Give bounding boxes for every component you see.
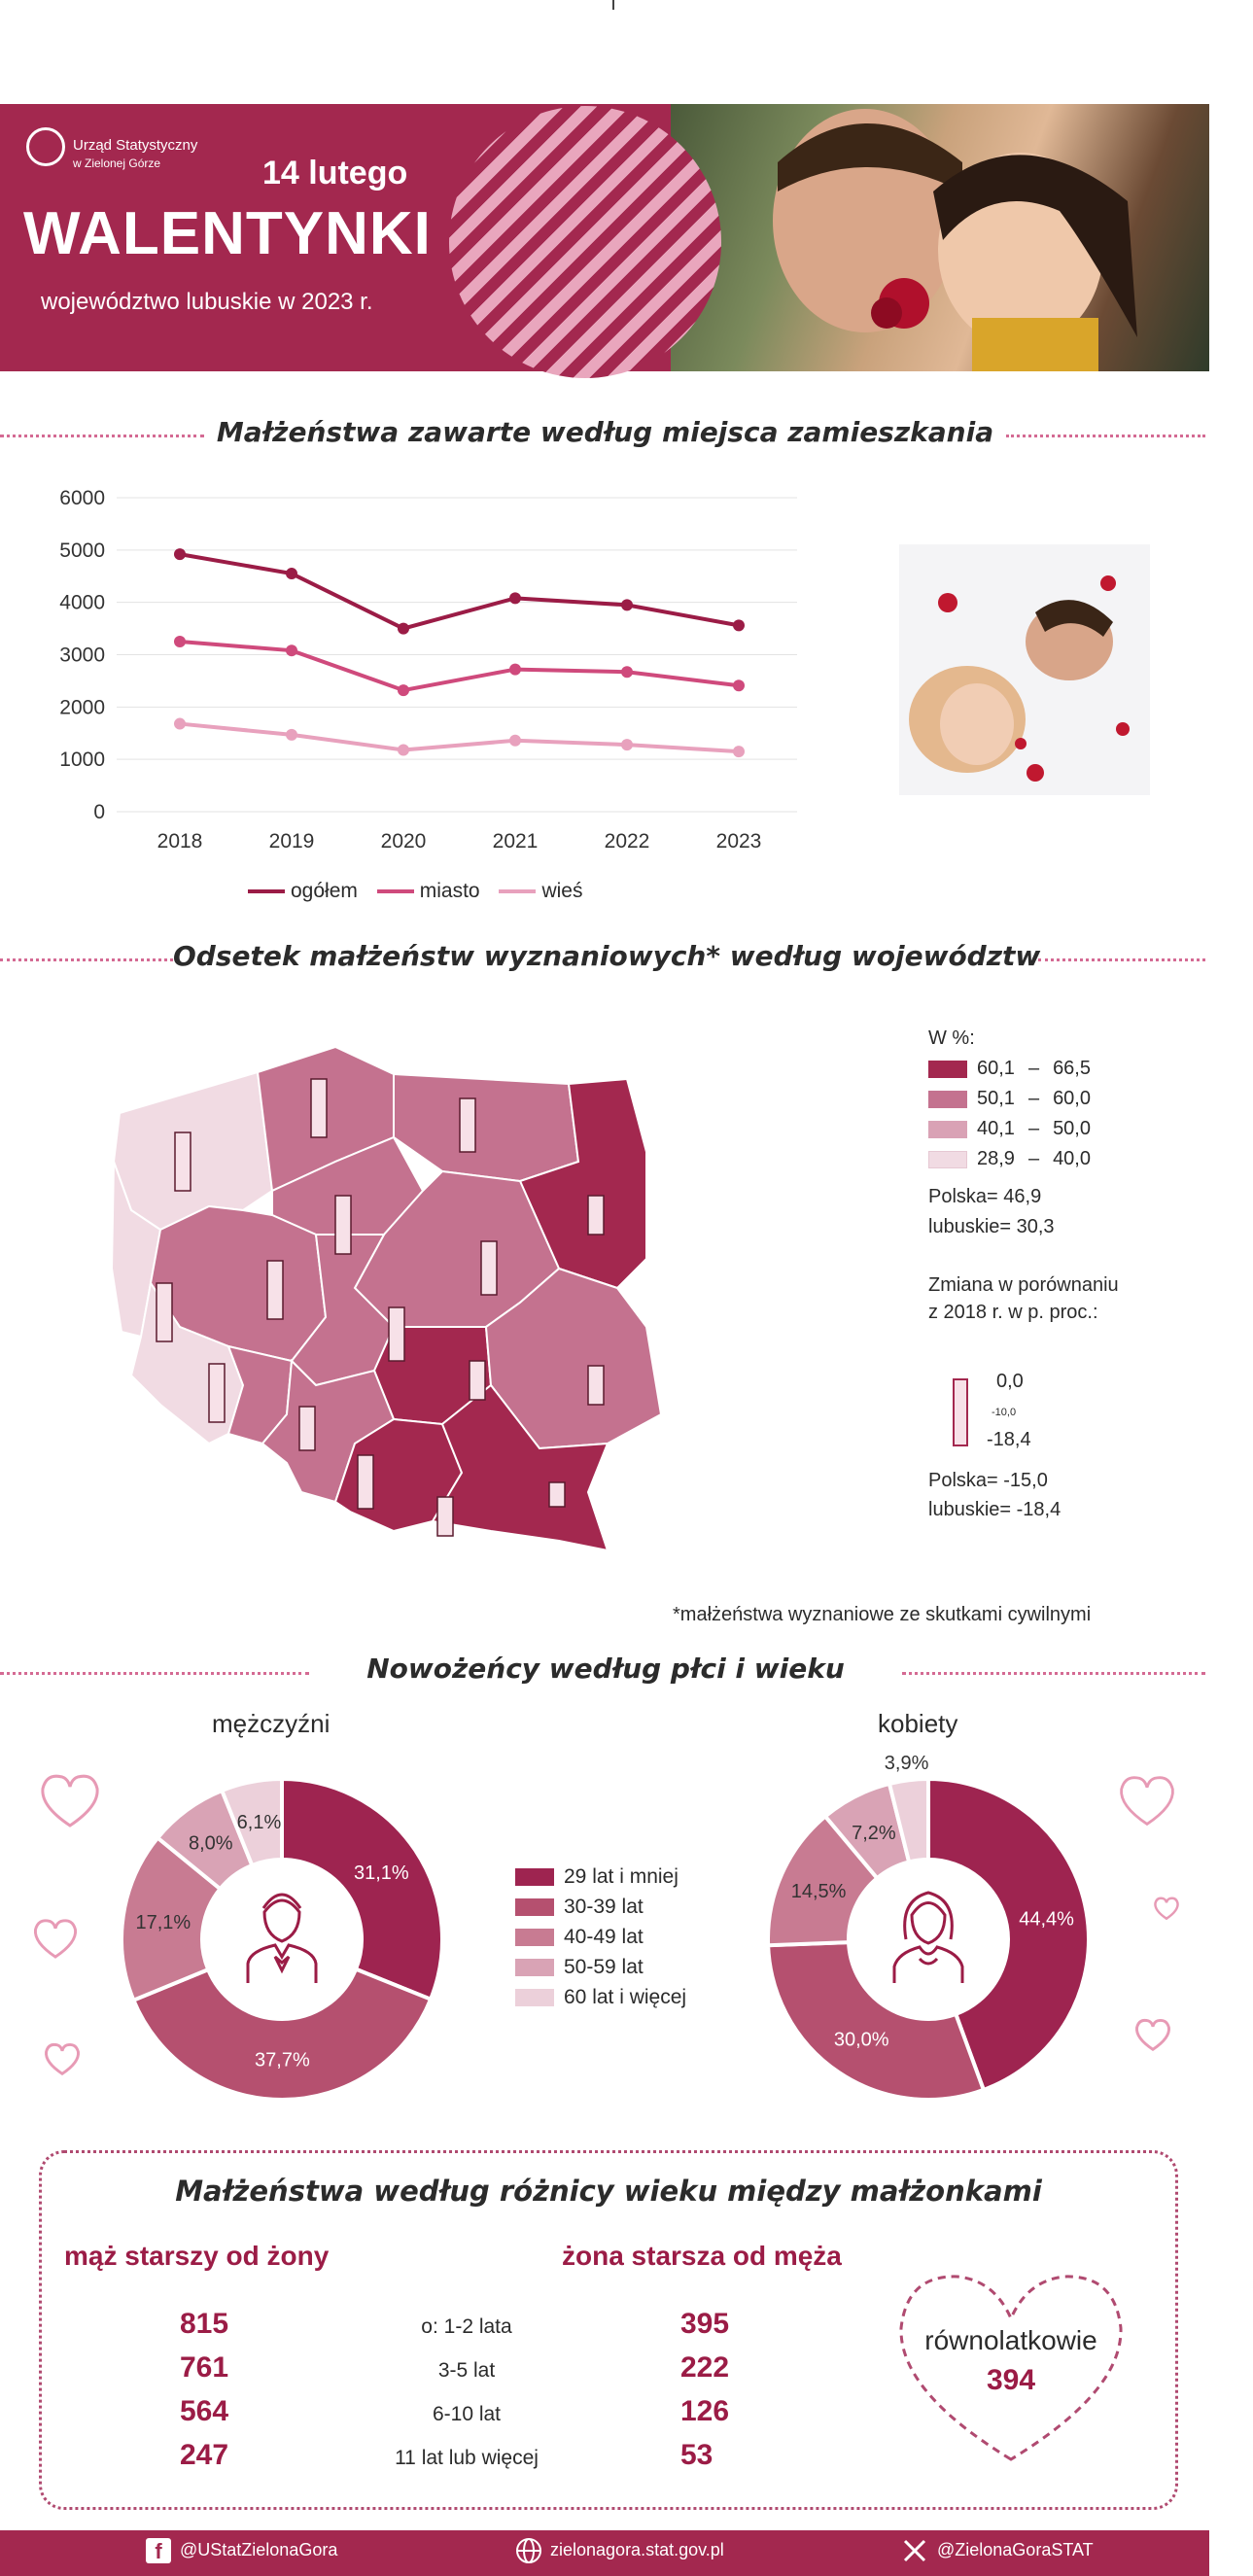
bar-kujawsko-pomorskie: [335, 1196, 351, 1254]
man-icon: [238, 1881, 326, 1988]
donut-label: 3,9%: [884, 1752, 929, 1774]
bar-podlaskie: [588, 1196, 604, 1235]
logo-icon: [26, 127, 65, 166]
y-tick-label: 1000: [59, 748, 105, 772]
wife-value: 53: [680, 2439, 714, 2471]
data-point: [398, 684, 409, 696]
bar-opolskie: [299, 1407, 315, 1450]
couple-illustration: [671, 104, 1209, 371]
legend-ogolem: ogółem: [248, 880, 358, 902]
lubuskie-share: lubuskie= 30,3: [928, 1216, 1055, 1237]
change-scale-bar: [953, 1378, 968, 1446]
same-age-value: 394: [986, 2364, 1036, 2396]
bar-slaskie: [358, 1455, 373, 1509]
y-tick-label: 4000: [59, 591, 105, 614]
agediff-table: [146, 2308, 826, 2483]
agediff-row-4: [146, 2439, 826, 2483]
legend-miasto: miasto: [377, 880, 480, 902]
data-point: [286, 644, 297, 656]
bar-malopolskie: [437, 1497, 453, 1536]
divider-left-2: [0, 958, 173, 961]
data-point: [621, 666, 633, 678]
donut-slice: [133, 1969, 431, 2100]
data-point: [286, 568, 297, 579]
bar-swietokrzyskie: [470, 1361, 485, 1400]
region-zachodniopomorskie: [114, 1072, 272, 1230]
bar-zachodniopomorskie: [175, 1132, 191, 1191]
scale-bottom: -18,4: [987, 1429, 1031, 1450]
diff-label: 3-5 lat: [437, 2359, 496, 2382]
series-line-miasto: [180, 642, 739, 690]
data-point: [621, 599, 633, 610]
y-tick-label: 3000: [59, 644, 105, 667]
heart-icon-3: [43, 2041, 82, 2076]
heart-icon-6: [1133, 2017, 1172, 2052]
donut-legend-5: 60 lat i więcej: [515, 1982, 686, 2012]
header-title: WALENTYNKI: [23, 200, 432, 267]
donut-legend-1: 29 lat i mniej: [515, 1862, 686, 1892]
logo-line1: Urząd Statystyczny: [73, 137, 198, 154]
bar-podkarpackie: [549, 1482, 565, 1507]
data-point: [286, 729, 297, 741]
donut-legend: [515, 1862, 686, 2012]
donut-label: 7,2%: [852, 1822, 896, 1844]
divider-right: [1006, 435, 1205, 437]
donut-label: 8,0%: [188, 1832, 233, 1855]
heart-icon-5: [1153, 1896, 1180, 1921]
data-point: [509, 592, 521, 604]
donut-legend-3: 40-49 lat: [515, 1922, 686, 1952]
wife-value: 395: [680, 2308, 730, 2340]
donut-legend-4: 50-59 lat: [515, 1952, 686, 1982]
x-tick-label: 2022: [604, 830, 650, 853]
scale-mid: -10,0: [992, 1407, 1017, 1418]
husband-title: mąż starszy od żony: [64, 2241, 330, 2271]
top-mark: [612, 0, 614, 10]
data-point: [398, 623, 409, 635]
logo-line2: w Zielonej Górze: [73, 157, 161, 170]
diff-label: 11 lat lub więcej: [395, 2447, 539, 2469]
legend-row-3: 40,1 – 50,0: [928, 1114, 1119, 1144]
y-tick-label: 2000: [59, 696, 105, 719]
data-point: [398, 744, 409, 755]
donut-label: 30,0%: [833, 2029, 889, 2051]
diff-label: 6-10 lat: [432, 2403, 502, 2425]
donut-label: 44,4%: [1019, 1908, 1074, 1931]
bar-lodzkie: [389, 1307, 404, 1361]
polska-share: Polska= 46,9: [928, 1186, 1042, 1207]
donut-label: 14,5%: [790, 1880, 847, 1902]
facebook-link[interactable]: @UStatZielonaGora: [180, 2540, 338, 2559]
marriages-line-chart: [39, 476, 817, 865]
data-point: [733, 679, 745, 691]
map-legend: [928, 1024, 1119, 1326]
region-warminsko-mazurskie: [394, 1074, 578, 1181]
divider-right-2: [1038, 958, 1205, 961]
husband-value: 564: [180, 2395, 229, 2427]
x-link[interactable]: @ZielonaGoraSTAT: [937, 2540, 1094, 2559]
husband-value: 815: [180, 2308, 229, 2340]
change-title-1: Zmiana w porównaniu: [928, 1274, 1119, 1296]
agediff-row-3: [146, 2395, 826, 2439]
bar-mazowieckie: [481, 1241, 497, 1295]
data-point: [174, 718, 186, 730]
x-tick-label: 2021: [492, 830, 539, 853]
scale-top: 0,0: [996, 1371, 1024, 1392]
lubuskie-change: lubuskie= -18,4: [928, 1499, 1062, 1520]
heart-icon-2: [31, 1917, 80, 1960]
donut-label: 17,1%: [135, 1911, 191, 1933]
striped-circle: [449, 106, 721, 378]
polska-change: Polska= -15,0: [928, 1470, 1048, 1491]
legend-title: W %:: [928, 1027, 975, 1049]
bar-warminsko-mazurskie: [460, 1098, 475, 1152]
data-point: [733, 746, 745, 757]
data-point: [509, 664, 521, 676]
data-point: [621, 739, 633, 750]
x-tick-label: 2020: [380, 830, 427, 853]
heart-icon-1: [37, 1771, 103, 1829]
x-logo-icon: [902, 2538, 927, 2563]
women-label: kobiety: [878, 1709, 958, 1738]
legend-row-4: 28,9 – 40,0: [928, 1144, 1119, 1174]
series-line-ogółem: [180, 554, 739, 628]
wife-title: żona starsza od męża: [562, 2241, 842, 2271]
marriages-title: Małżeństwa zawarte według miejsca zamieszkania: [216, 416, 994, 448]
wife-value: 222: [680, 2351, 730, 2384]
y-tick-label: 5000: [59, 539, 105, 562]
change-title-2: z 2018 r. w p. proc.:: [928, 1302, 1098, 1323]
newlyweds-title: Nowożeńcy według płci i wieku: [366, 1653, 845, 1685]
data-point: [174, 548, 186, 560]
donut-legend-2: 30-39 lat: [515, 1892, 686, 1922]
agediff-row-2: [146, 2351, 826, 2395]
header-date: 14 lutego: [262, 155, 408, 191]
legend-wies: wieś: [499, 880, 582, 902]
bar-pomorskie: [311, 1079, 327, 1137]
religious-title: Odsetek małżeństw wyznaniowych* według województw: [173, 940, 1041, 972]
diff-label: o: 1-2 lata: [421, 2315, 512, 2338]
y-tick-label: 6000: [59, 487, 105, 509]
y-tick-label: 0: [93, 801, 105, 823]
series-line-wieś: [180, 724, 739, 752]
bar-lubuskie: [157, 1283, 172, 1341]
husband-value: 247: [180, 2439, 229, 2471]
round-couple-photo: [899, 544, 1150, 795]
globe-icon: [515, 2537, 542, 2564]
bar-wielkopolskie: [267, 1261, 283, 1319]
marriages-legend: [248, 880, 582, 903]
header-subtitle: województwo lubuskie w 2023 r.: [41, 289, 373, 315]
footnote: *małżeństwa wyznaniowe ze skutkami cywilnymi: [673, 1604, 1092, 1625]
facebook-icon: f: [146, 2538, 171, 2563]
legend-row-2: 50,1 – 60,0: [928, 1084, 1119, 1114]
bar-dolnoslaskie: [209, 1364, 225, 1422]
lying-couple-illustration: [899, 544, 1150, 795]
agediff-title: Małżeństwa według różnicy wieku między małżonkami: [175, 2175, 1042, 2208]
divider-right-3: [902, 1672, 1205, 1675]
donut-label: 6,1%: [236, 1811, 282, 1833]
same-age-label: równolatkowie: [924, 2325, 1097, 2355]
x-tick-label: 2023: [715, 830, 762, 853]
men-label: mężczyźni: [212, 1709, 331, 1738]
couple-photo: [671, 104, 1209, 371]
legend-row-1: 60,1 – 66,5: [928, 1054, 1119, 1084]
web-link[interactable]: zielonagora.stat.gov.pl: [550, 2540, 724, 2559]
data-point: [509, 735, 521, 747]
donut-label: 37,7%: [255, 2049, 310, 2071]
poland-map: [102, 1035, 685, 1580]
x-tick-label: 2018: [157, 830, 203, 853]
data-point: [733, 619, 745, 631]
heart-icon-4: [1116, 1772, 1178, 1828]
x-tick-label: 2019: [268, 830, 315, 853]
divider-left: [0, 435, 204, 437]
header-banner: [0, 104, 1209, 371]
data-point: [174, 636, 186, 647]
woman-icon: [885, 1881, 972, 1988]
divider-left-3: [0, 1672, 309, 1675]
agediff-row-1: [146, 2308, 826, 2351]
wife-value: 126: [680, 2395, 730, 2427]
donut-label: 31,1%: [354, 1862, 409, 1884]
bar-lubelskie: [588, 1366, 604, 1405]
husband-value: 761: [180, 2351, 229, 2384]
